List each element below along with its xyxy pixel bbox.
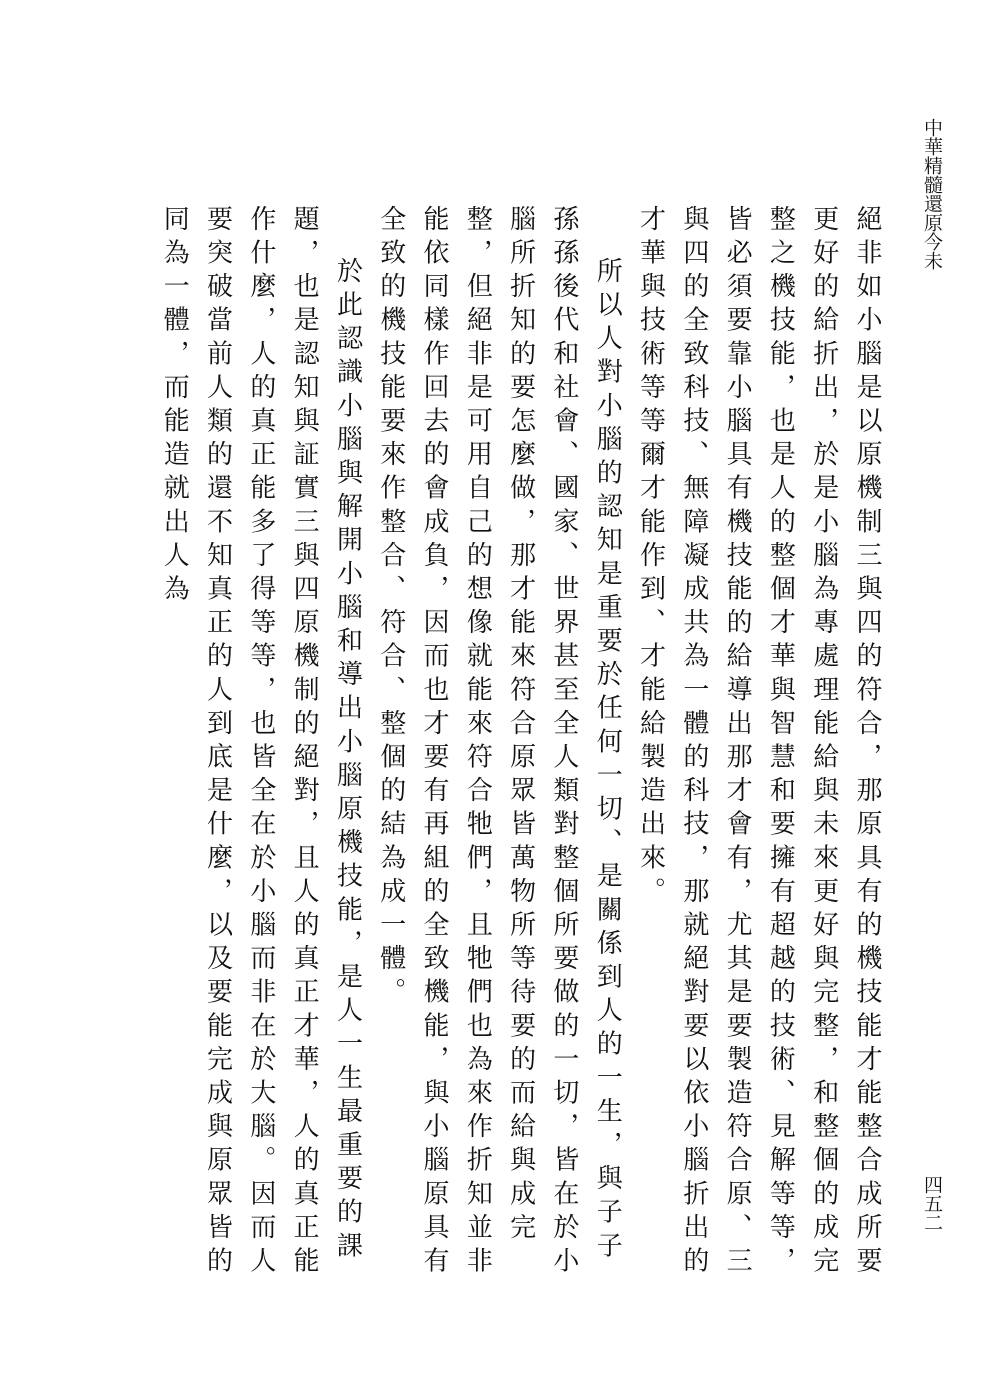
page-number: 四五二 <box>921 1175 943 1232</box>
paragraph-3: 於此認識小腦與解開小腦和導出小腦原機技能，是人一生最重要的課題，也是認知與証實三與四原機制的絕對，且人的真正才華，人的真正能作什麼，人的真正能多了得等等，也皆全在於小腦而非在於大腦。因而人要突破當前人類的還不知真正的人到底是什麼，以及要能完成與原眾皆的同為一體，而能造就出人為 <box>159 205 363 1281</box>
main-text <box>128 205 888 1285</box>
running-header: 中華精髓還原今未 <box>921 118 943 270</box>
paragraph-1: 絕非如小腦是以原機制三與四的符合，那原具有的機技能才能整合成所要更好的給折出，於是小腦為專處理能給與未來更好與完整，和整個的成完整之機技能，也是人的整個才華與智慧和要擁有超越的技術、見解等等，皆必須要靠小腦具有機技能的給導出那才會有，尤其是要製造符合原、三與四的全致科技、無障凝成共為一體的科技，那就絕對要以依小腦折出的才華與技術等等爾才能作到、才能給製造出來。 <box>635 205 882 1281</box>
paragraph-2: 所以人對小腦的認知是重要於任何一切、是關係到人的一生，與子子孫孫後代和社會、國家、世界甚至全人類對整個所要做的一切，皆在於小腦所折知的要怎麼做，那才能來符合原眾皆萬物所等待要的而給與成完整，但絕非是可用自己的想像就能來符合牠們，且牠們也為來作折知並非能依同樣作回去的會成負，因而也才要有再組的全致機能，與小腦原具有全致的機技能要來作整合、符合、整個的結為成一體。 <box>375 205 623 1281</box>
